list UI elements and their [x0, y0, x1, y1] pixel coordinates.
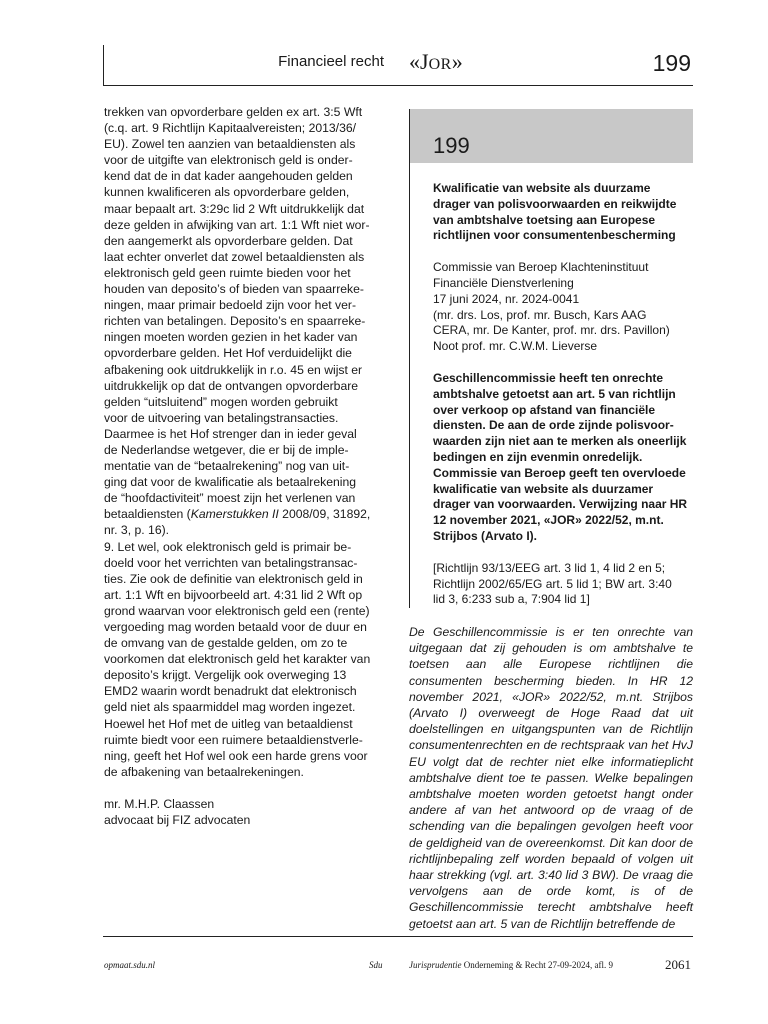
text-line: kend dat de in dat kader aangehouden gelden [104, 169, 353, 184]
text-line: de afbakening van betaalrekeningen. [104, 764, 304, 779]
text-line: opvorderbare gelden. Het Hof verduidelijkt die [104, 346, 352, 361]
left-column-annotation [104, 104, 380, 828]
left-column-lines [104, 104, 380, 506]
text-line: doeld voor het verrichten van betalingstransac- [104, 555, 358, 570]
text-line: grond waarvan voor elektronisch geld een (rente) [104, 603, 370, 618]
header-case-number: 199 [652, 50, 691, 76]
case-headnote-line: 12 november 2021, «JOR» 2022/52, m.nt. [433, 513, 664, 528]
footer-publisher: Sdu [369, 960, 383, 970]
text-line: laat echter onverlet dat zowel betaaldiensten als [104, 249, 365, 264]
text-line: den aangemerkt als opvorderbare gelden. Dat [104, 233, 353, 248]
case-headnote-line: waarden zijn niet aan te merken als oneerlijk [433, 434, 687, 449]
case-reference-line: Richtlijn 2002/65/EG art. 5 lid 1; BW art. 3:40 [433, 576, 672, 591]
text-line: art. 1:1 Wft en bijvoorbeeld art. 4:31 lid 2 Wft op [104, 587, 363, 602]
author-affiliation: advocaat bij FIZ advocaten [104, 813, 251, 828]
footer-rule [103, 936, 693, 937]
text-line: maar bepaalt art. 3:29c lid 2 Wft uitdrukkelijk dat [104, 201, 365, 216]
case-court-line: CERA, mr. De Kanter, prof. mr. drs. Pavillon) [433, 323, 670, 338]
case-court-info [433, 260, 691, 355]
text-line: geld niet als spaarmiddel mag worden ingezet. [104, 700, 356, 715]
text-line: EU). Zowel ten aanzien van betaaldiensten als [104, 137, 356, 152]
text-line: ties. Zie ook de definitie van elektronisch geld in [104, 571, 363, 586]
case-legal-references [433, 561, 691, 608]
author-name: mr. M.H.P. Claassen [104, 796, 215, 811]
case-court-line: Noot prof. mr. C.W.M. Lieverse [433, 339, 598, 354]
case-reference-line: [Richtlijn 93/13/EEG art. 3 lid 1, 4 lid 2 en 5; [433, 560, 666, 575]
text-line: ning, geeft het Hof wel ook een harde grens voor [104, 748, 368, 763]
text-line: deposito’s krijgt. Vergelijk ook overweging 13 [104, 668, 347, 683]
case-reference-line: lid 3, 6:233 sub a, 7:904 lid 1] [433, 592, 590, 607]
text-line: gelden “uitsluitend” mogen worden gebruikt [104, 394, 338, 409]
case-headnote-line: over verkoop op afstand van financiële [433, 402, 656, 417]
text-line: uitdrukkelijk op dat de ontvangen opvorderbare [104, 378, 359, 393]
text-line: elektronisch geld geen ruimte bieden voor het [104, 265, 351, 280]
italic-paragraph: De Geschillencommissie is er ten onrechte van uitgegaan dat zij gehouden is om ambtshalve te toetsen aan alle Europese richtlijnen die consumenten bescherming bieden. In HR 12 november 2021, «JOR» 2022/52, m.nt. Strijbos (Arvato I) overweegt de Hoge Raad dat uit doelstellingen en uitgangspunten van de Richtlijn consumentenrechten en de rechtspraak van het HvJ EU volgt dat de rechter niet elke informatieplicht ambtshalve dient toe te passen. Welke bepalingen ambtshalve moeten worden getoetst hangt onder andere af van het antwoord op de vraag of de schending van die bepalingen gevolgen heeft voor de geldigheid van de overeenkomst. Dit kan door de richtlijnbepaling zelf worden bepaald of volgen uit haar strekking (vgl. art. 3:40 lid 3 BW). De vraag die vervolgens aan de orde komt, is of de Geschillencommissie terecht ambtshalve heeft getoetst aan art. 5 van de Richtlijn betreffende de [409, 625, 693, 931]
case-court-line: Commissie van Beroep Klachteninstituut [433, 260, 649, 275]
text-line: voorkomen dat elektronisch geld het karakter van [104, 652, 371, 667]
case-headnote-line: ambtshalve getoetst aan art. 5 van richtlijn [433, 386, 676, 401]
text-line: deze gelden in afwijking van art. 1:1 Wft niet wor- [104, 217, 370, 232]
text-line: ningen, maar primair bedoeld zijn voor het ver- [104, 298, 356, 313]
case-headnote-line: drager van voorwaarden. Verwijzing naar HR [433, 497, 688, 512]
text-line: kunnen kwalificeren als opvorderbare gelden, [104, 185, 350, 200]
logo-small-caps: OR [428, 56, 452, 73]
text-line: trekken van opvorderbare gelden ex art. 3:5 Wft [104, 105, 363, 119]
case-summary-box [409, 109, 693, 608]
case-headnote-line: Strijbos (Arvato I). [433, 528, 538, 543]
case-number: 199 [433, 133, 470, 158]
footer-journal: Jurisprudentie Onderneming & Recht 27-09-2024, afl. 9 [409, 960, 613, 970]
text-line: de “hoofdactiviteit” moest zijn het verlenen van [104, 491, 356, 506]
text-line: nr. 3, p. 16). [104, 523, 170, 538]
header-section-title: Financieel recht [278, 53, 384, 70]
footer-page-number: 2061 [665, 957, 691, 972]
case-title-line: richtlijnen voor consumentenbescherming [433, 228, 676, 243]
case-court-line: 17 juni 2024, nr. 2024-0041 [433, 291, 580, 306]
text-line: richten van betalingen. Deposito’s en spaarreke- [104, 314, 366, 329]
case-headnote-line: kwalificatie van website als duurzamer [433, 481, 654, 496]
case-title-line: Kwalificatie van website als duurzame [433, 181, 651, 195]
text-line: mentatie van de “betaalrekening” nog van uit- [104, 459, 350, 474]
text-line: voor de uitgifte van elektronisch geld is onder- [104, 153, 353, 168]
text-line: ruimte biedt voor een ruimere betaaldienstverle- [104, 732, 363, 747]
case-headnote-line: Geschillencommissie heeft ten onrechte [433, 370, 664, 385]
text-line: 9. Let wel, ook elektronisch geld is primair be- [104, 539, 352, 554]
italic-summary-text [409, 624, 693, 932]
text-line: voor de uitvoering van betalingstransacties. [104, 410, 339, 425]
header-vertical-rule [103, 45, 104, 85]
case-headnote-line: bedingen en zijn evenmin onredelijk. [433, 449, 643, 464]
text-line: ging dat voor de kwalificatie als betaalrekening [104, 475, 357, 490]
case-body [433, 181, 691, 608]
text-line: Hoewel het Hof met de uitleg van betaaldienst [104, 716, 353, 731]
text-line: (c.q. art. 9 Richtlijn Kapitaalvereisten; 2013/36/ [104, 121, 357, 136]
logo-close: » [451, 49, 463, 74]
header-horizontal-rule [103, 85, 693, 86]
case-court-line: Financiële Dienstverlening [433, 275, 574, 290]
text-line: houden van deposito’s of bieden van spaarreke- [104, 282, 364, 297]
text-line: Daarmee is het Hof strenger dan in ieder geval [104, 426, 357, 441]
text-line: vergoeding mag worden betaald voor de duur en [104, 620, 367, 634]
case-title-line: van ambtshalve toetsing aan Europese [433, 212, 656, 227]
case-headnote-line: diensten. De aan de orde zijnde polisvoor- [433, 418, 674, 433]
text-line: de Nederlandse wetgever, die er bij de imple- [104, 442, 349, 457]
text-line: EMD2 waarin wordt benadrukt dat elektronisch [104, 684, 357, 699]
case-number-banner [410, 109, 693, 163]
journal-logo [409, 49, 463, 75]
case-court-line: (mr. drs. Los, prof. mr. Busch, Kars AAG [433, 307, 647, 322]
logo-open: «J [409, 49, 429, 74]
kamerstukken-line: betaaldiensten (Kamerstukken II 2008/09, 31892, [104, 507, 371, 522]
footer-site: opmaat.sdu.nl [104, 960, 156, 970]
case-headnote-line: Commissie van Beroep geeft ten overvloede [433, 465, 686, 480]
text-line: afbakening ook uitdrukkelijk in r.o. 45 en wijst er [104, 362, 363, 377]
case-title [433, 181, 691, 244]
case-headnote [433, 371, 691, 545]
text-line: ningen moeten worden gezien in het kader van [104, 330, 358, 345]
left-column-lines-continued [104, 522, 380, 780]
case-title-line: drager van polisvoorwaarden en reikwijdte [433, 196, 677, 211]
text-line: de omvang van de gestalde gelden, om zo te [104, 636, 348, 651]
